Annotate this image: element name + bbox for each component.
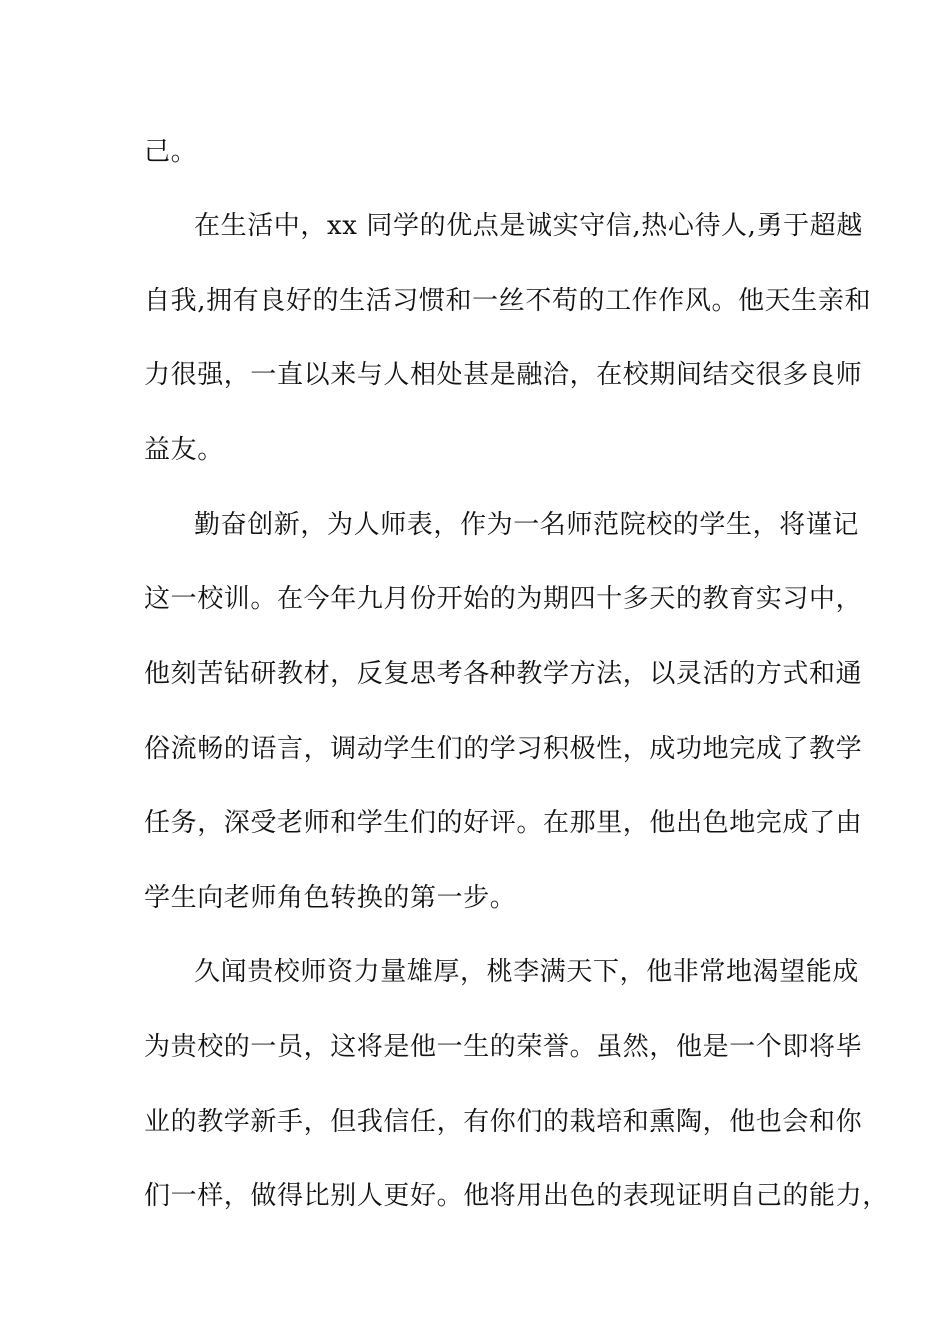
text-line: 们一样，做得比别人更好。他将用出色的表现证明自己的能力， bbox=[144, 1181, 889, 1211]
text-line: 己。 bbox=[144, 137, 198, 167]
paragraph-first-line: 久闻贵校师资力量雄厚，桃李满天下，他非常地渴望能成 bbox=[194, 957, 860, 987]
text-line: 益友。 bbox=[144, 435, 224, 465]
text-line: 自我,拥有良好的生活习惯和一丝不苟的工作作风。他天生亲和 bbox=[144, 286, 872, 316]
text-line: 这一校训。在今年九月份开始的为期四十多天的教育实习中， bbox=[144, 584, 863, 614]
text-line: 任务，深受老师和学生们的好评。在那里，他出色地完成了由 bbox=[144, 808, 863, 838]
text-line: 学生向老师角色转换的第一步。 bbox=[144, 883, 517, 913]
paragraph-first-line: 勤奋创新，为人师表，作为一名师范院校的学生，将谨记 bbox=[194, 510, 860, 540]
text-line: 他刻苦钻研教材，反复思考各种教学方法，以灵活的方式和通 bbox=[144, 659, 863, 689]
text-line: 业的教学新手，但我信任，有你们的栽培和熏陶，他也会和你 bbox=[144, 1107, 863, 1137]
paragraph-first-line: 在生活中，xx 同学的优点是诚实守信,热心待人,勇于超越 bbox=[194, 211, 863, 241]
text-line: 为贵校的一员，这将是他一生的荣誉。虽然，他是一个即将毕 bbox=[144, 1032, 863, 1062]
text-line: 力很强，一直以来与人相处甚是融洽，在校期间结交很多良师 bbox=[144, 360, 863, 390]
text-line: 俗流畅的语言，调动学生们的学习积极性，成功地完成了教学 bbox=[144, 734, 863, 764]
